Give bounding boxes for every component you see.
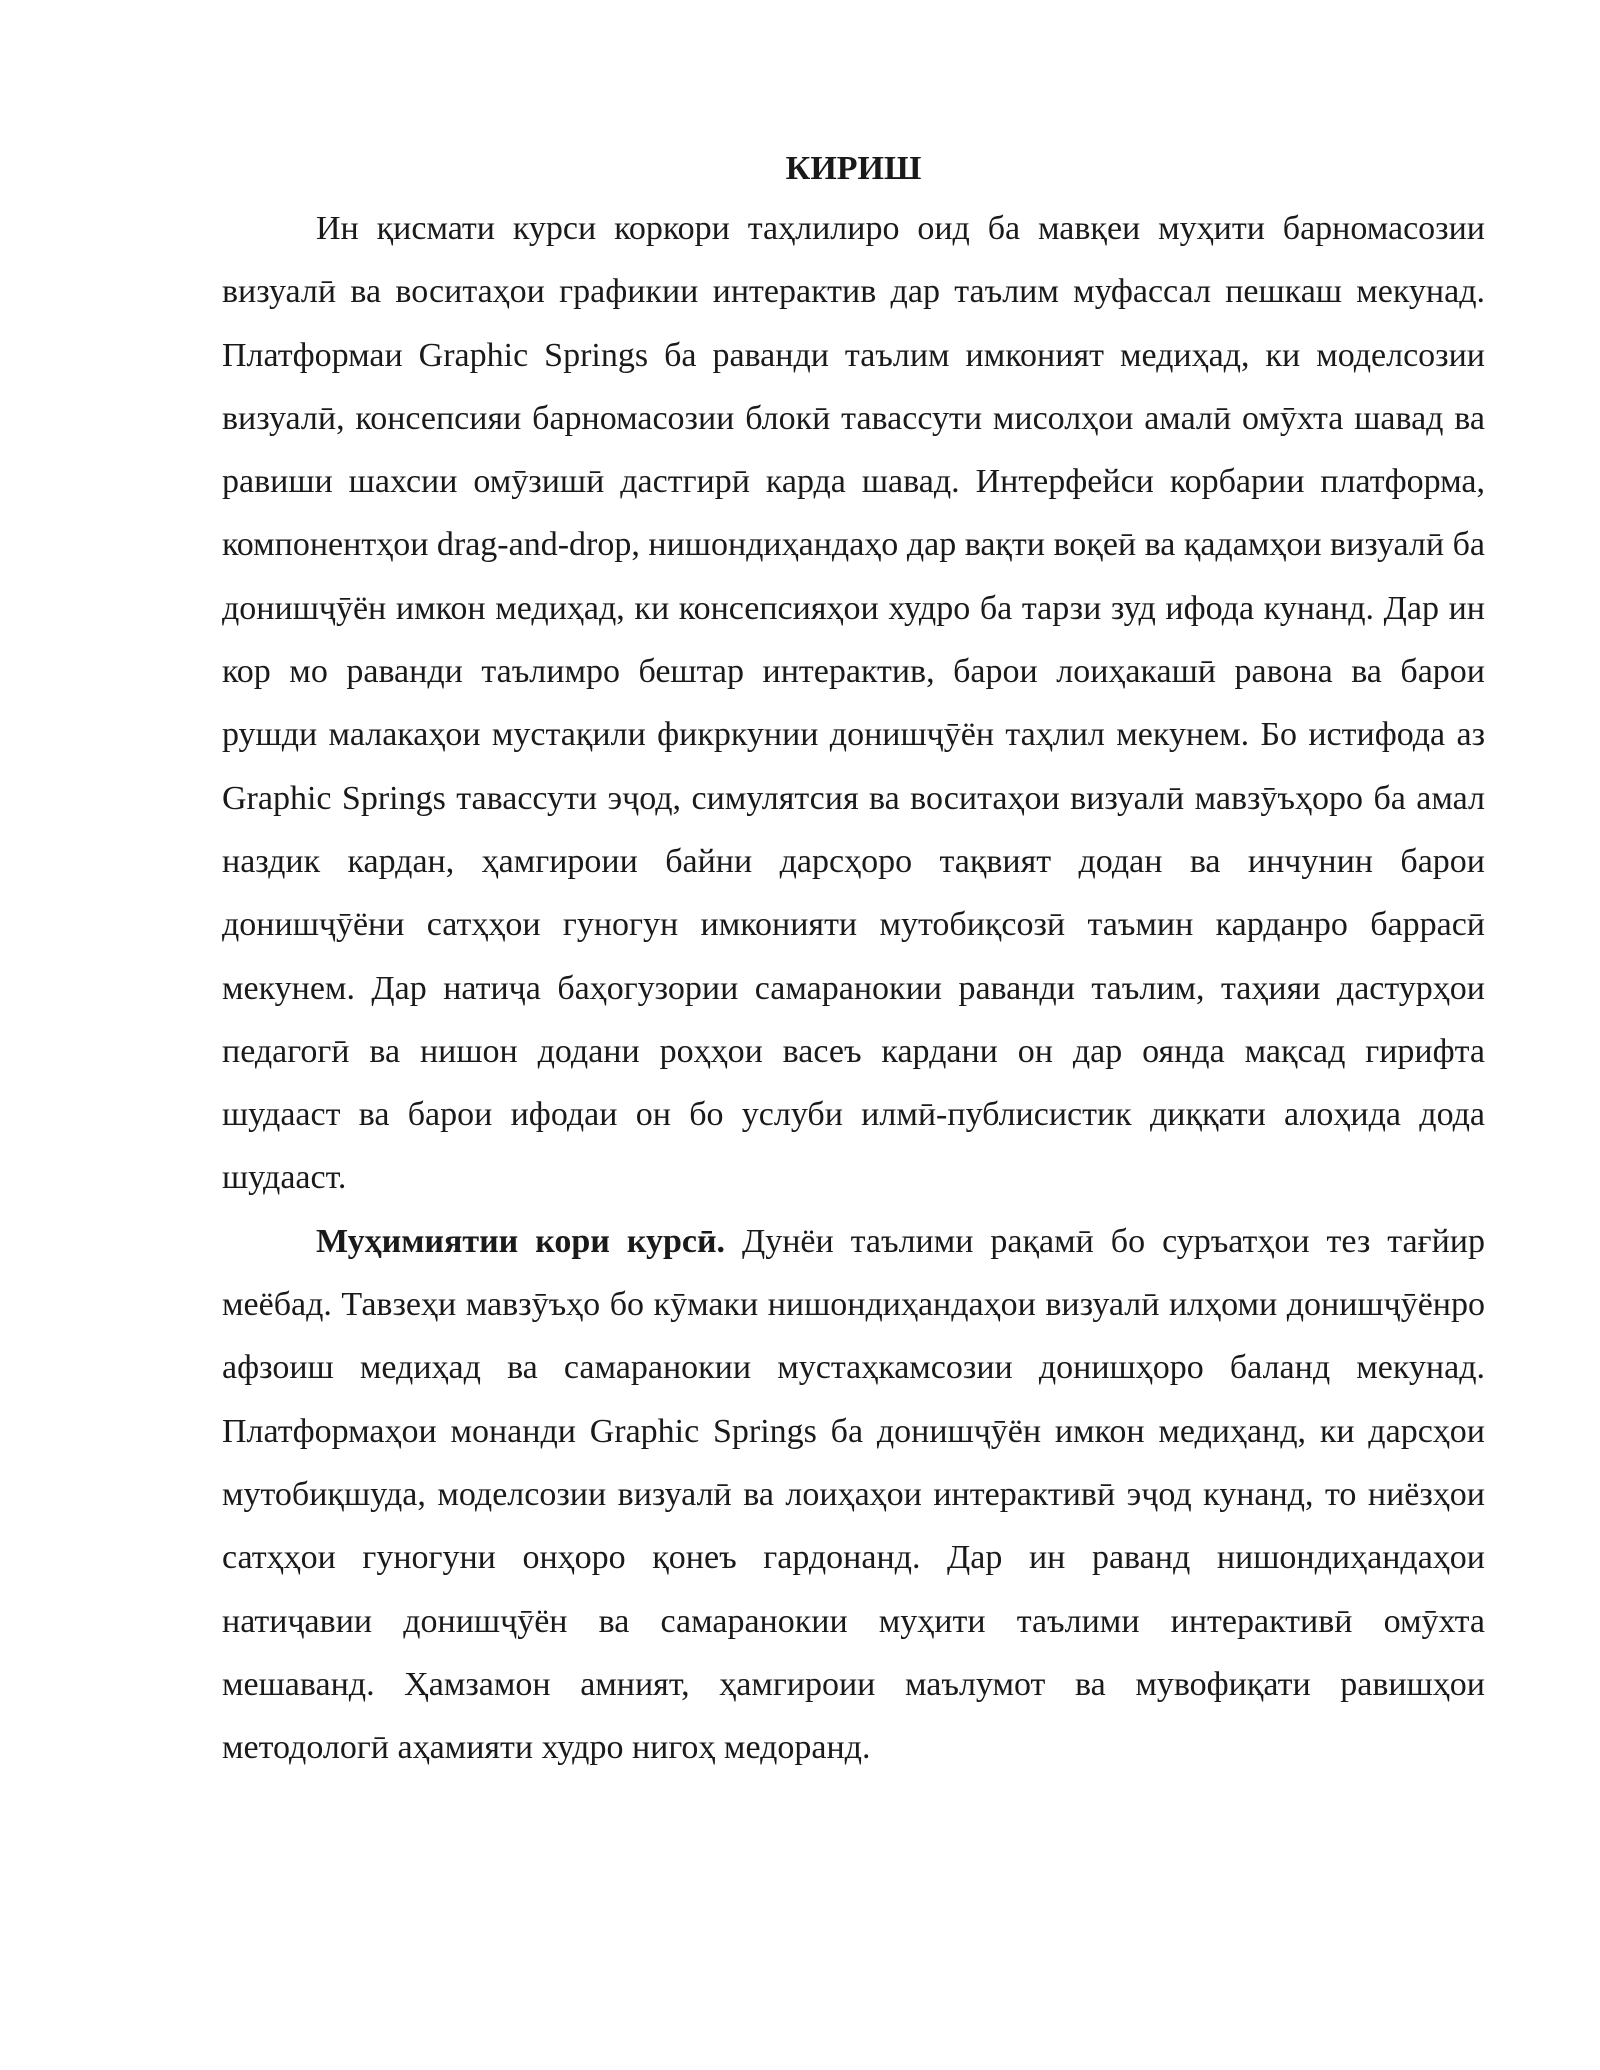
relevance-paragraph [222, 1210, 1485, 1780]
relevance-body: Дунёи таълими рақамӣ бо суръатҳои тез тағйир меёбад. Тавзеҳи мавзӯъҳо бо кӯмаки нишондиҳандаҳои визуалӣ илҳоми донишҷӯёнро афзоиш медиҳад ва самаранокии мустаҳкамсозии донишҳоро баланд мекунад. Платформаҳои монанди Graphic Springs ба донишҷӯён имкон медиҳанд, ки дарсҳои мутобиқшуда, моделсозии визуалӣ ва лоиҳаҳои интерактивӣ эҷод кунанд, то ниёзҳои сатҳҳои гуногуни онҳоро қонеъ гардонанд. Дар ин раванд нишондиҳандаҳои натиҷавии донишҷӯён ва самаранокии муҳити таълими интерактивӣ омӯхта мешаванд. Ҳамзамон амният, ҳамгироии маълумот ва мувофиқати равишҳои методологӣ аҳамияти худро нигоҳ медоранд. [222, 1222, 1485, 1767]
relevance-heading: Муҳимиятии кори курсӣ. [316, 1222, 726, 1260]
intro-paragraph: Ин қисмати курси коркори таҳлилиро оид ба мавқеи муҳити барномасозии визуалӣ ва воситаҳои графикии интерактив дар таълим муфассал пешкаш мекунад. Платформаи Graphic Springs ба раванди таълим имконият медиҳад, ки моделсозии визуалӣ, консепсияи барномасозии блокӣ тавассути мисолҳои амалӣ омӯхта шавад ва равиши шахсии омӯзишӣ дастгирӣ карда шавад. Интерфейси корбарии платформа, компонентҳои drag-and-drop, нишондиҳандаҳо дар вақти воқеӣ ва қадамҳои визуалӣ ба донишҷӯён имкон медиҳад, ки консепсияҳои худро ба тарзи зуд ифода кунанд. Дар ин кор мо раванди таълимро бештар интерактив, барои лоиҳакашӣ равона ва барои рушди малакаҳои мустақили фикркунии донишҷӯён таҳлил мекунем. Бо истифода аз Graphic Springs тавассути эҷод, симулятсия ва воситаҳои визуалӣ мавзӯъҳоро ба амал наздик кардан, ҳамгироии байни дарсҳоро тақвият додан ва инчунин барои донишҷӯёни сатҳҳои гуногун имконияти мутобиқсозӣ таъмин карданро баррасӣ мекунем. Дар натиҷа баҳогузории самаранокии раванди таълим, таҳияи дастурҳои педагогӣ ва нишон додани роҳҳои васеъ кардани он дар оянда мақсад гирифта шудааст ва барои ифодаи он бо услуби илмӣ-публисистик диққати алоҳида дода шудааст. [222, 210, 1485, 1197]
section-title: КИРИШ [785, 150, 922, 187]
document-content [222, 146, 1485, 1779]
